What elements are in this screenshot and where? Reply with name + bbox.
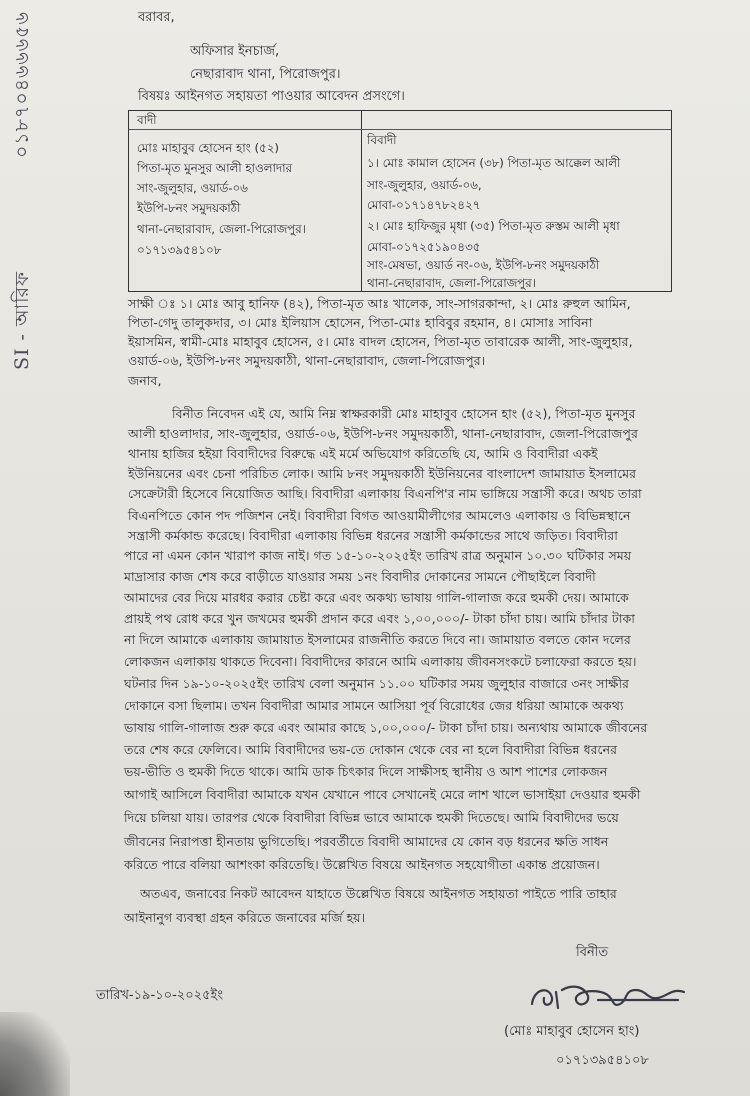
body-line: বিএনপিতে কোন পদ পজিশন নেই। বিবাদীরা বিগত আওয়ামীলীগের আমলেও এলাকায় ও বিভিন্নস্থানে xyxy=(128,508,631,523)
plaintiff-line: ইউপি-৮নং সমুদয়কাঠী xyxy=(137,201,241,215)
body-line: দোকানে বসা ছিলাম। তখন বিবাদীরা আমার সামনে আসিয়া পূর্ব বিরোধের জের ধরিয়া আমাকে অকথ্য xyxy=(124,698,624,713)
body-line: আমাদের বের দিয়ে মারধর করার চেষ্টা করে এবং অকথ্য ভাষায় গালি-গালাজ করে হুমকী দেয়। আমাকে xyxy=(124,590,629,605)
body-line: তরে শেষ করে ফেলিবে। আমি বিবাদীদের ভয়-তে দোকান থেকে বের না হলে বিবাদীরা বিভিন্ন ধরনের xyxy=(124,742,618,757)
addressee-station: নেছারাবাদ থানা, পিরোজপুর। xyxy=(190,67,341,82)
defendant-line: থানা-নেছারাবাদ, জেলা-পিরোজপুর। xyxy=(367,276,536,290)
signatory-name: (মোঃ মাহাবুব হোসেন হাং) xyxy=(504,1024,640,1039)
body-line: পারে না এমন কোন খারাপ কাজ নাই। গত ১৫-১০-২০২৫ইং তারিখ রাত্র অনুমান ১০.৩০ ঘটিকার সময় xyxy=(124,548,632,563)
signatory-phone: ০১৭১৩৯৫৪১০৮ xyxy=(556,1053,649,1068)
addressee-to: বরাবর, xyxy=(138,10,175,25)
yours-sincerely: বিনীত xyxy=(576,945,609,960)
closing-line: আইনানুগ ব্যবস্থা গ্রহন করিতে জনাবের মর্জি হয়। xyxy=(124,910,366,925)
margin-officer-label: SI - আরিফ xyxy=(11,271,33,370)
plaintiff-header: বাদী xyxy=(137,113,157,127)
witness-line: পিতা-গেদু তালুকদার, ৩। মোঃ ইলিয়াস হোসেন, পিতা-মোঃ হাবিবুর রহমান, ৪। মোসাঃ সাবিনা xyxy=(128,315,593,330)
salutation: জনাব, xyxy=(128,373,162,388)
parties-table xyxy=(128,110,672,292)
defendant-line: মোবা-০১৭১৪৭৮২৪২৭ xyxy=(367,198,481,212)
subject-line: বিষয়ঃ আইনগত সহায়তা পাওয়ার আবেদন প্রসংগে। xyxy=(138,89,405,104)
witness-line: ইয়াসমিন, স্বামী-মোঃ মাহাবুব হোসেন, ৫। মোঃ বাদল হোসেন, পিতা-মৃত তাবারেক আলী, সাং-জুলুহার, xyxy=(128,334,633,349)
body-line: আলী হাওলাদার, সাং-জুলুহার, ওয়ার্ড-০৬, ইউপি-৮নং সমুদয়কাঠী, থানা-নেছারাবাদ, জেলা-পিরোজপুর xyxy=(128,426,638,441)
margin-phone-number: ০১৮৭০৪৬৬৬৫৬ xyxy=(11,11,33,158)
body-line: আগাই আসিলে বিবাদীরা আমাকে যখন যেখানে পাবে সেখানেই মেরে লাশ খালে ভাসাইয়া দেওয়ার হুমকী xyxy=(124,787,641,802)
plaintiff-line: থানা-নেছারাবাদ, জেলা-পিরোজপুর। xyxy=(137,222,306,236)
body-line: থানায় হাজির হইয়া বিবাদীদের বিরুদ্ধে এই মর্মে অভিযোগ করিতেছি যে, আমি ও বিবাদীরা একই xyxy=(128,446,598,461)
body-line: ইউনিয়নের এবং চেনা পরিচিত লোক। আমি ৮নং সমুদয়কাঠী ইউনিয়নের বাংলাদেশ জামায়াত ইসলামের xyxy=(128,466,637,481)
defendant-line: ১। মোঃ কামাল হোসেন (৩৮) পিতা-মৃত আক্কেল আলী xyxy=(367,156,621,170)
body-line: প্রায়ই পথ রোধ করে খুন জখমের হুমকী প্রদান করে এবং ১,০০,০০০/- টাকা চাঁদা চায়। আমি চাঁদার টাকা xyxy=(124,611,635,626)
defendant-line: ২। মোঃ হাফিজুর মৃধা (৩৫) পিতা-মৃত রুস্তম আলী মৃধা xyxy=(367,219,620,233)
plaintiff-line: মোঃ মাহাবুব হোসেন হাং (৫২) xyxy=(137,141,279,155)
defendant-line: সাং-জুলুহার, ওয়ার্ড-০৬, xyxy=(367,178,482,192)
body-line: সন্ত্রাসী কর্মকান্ড করেছে। বিবাদীরা এলাকায় বিভিন্ন ধরনের সন্ত্রাসী কর্মকান্ডের সাথে জড়িত। বিবাদীরা xyxy=(128,528,618,543)
plaintiff-phone: ০১৭১৩৯৫৪১০৮ xyxy=(137,243,222,257)
body-line: ঘটনার দিন ১৯-১০-২০২৫ইং তারিখ বেলা অনুমান ১১.০০ ঘটিকার সময় জুলুহার বাজারে ৩নং সাক্ষীর xyxy=(124,676,629,691)
body-line: বিনীত নিবেদন এই যে, আমি নিম্ন স্বাক্ষরকারী মোঃ মাহাবুব হোসেন হাং (৫২), পিতা-মৃত মুনসুর xyxy=(172,406,636,421)
addressee-officer: অফিসার ইনচার্জ, xyxy=(190,44,280,59)
defendant-line: সাং-মেষভা, ওয়ার্ড নং-০৬, ইউপি-৮নং সমুদয়কাঠী xyxy=(367,258,600,272)
application-date: তারিখ-১৯-১০-২০২৫ইং xyxy=(96,988,223,1003)
witness-line: ওয়ার্ড-০৬, ইউপি-৮নং সমুদয়কাঠী, থানা-নেছারাবাদ, জেলা-পিরোজপুর। xyxy=(128,353,486,368)
body-line: সেক্রেটারী হিসেবে নিয়োজিত আছি। বিবাদীরা এলাকায় বিএনপি'র নাম ভাঙ্গিয়ে সন্ত্রাসী করে। অথচ তারা xyxy=(128,486,642,501)
body-line: করিতে পারে বলিয়া আশংকা করিতেছি। উল্লেখিত বিষয়ে আইনগত সহযোগীতা একান্ত প্রয়োজন। xyxy=(124,857,600,872)
margin-handwritten-note xyxy=(8,11,42,420)
plaintiff-line: পিতা-মৃত মুনসুর আলী হাওলাদার xyxy=(137,161,292,175)
witness-line: সাক্ষী ঃ ১। মোঃ আবু হানিফ (৪২), পিতা-মৃত আঃ খালেক, সাং-সাগরকান্দা, ২। মোঃ রুহুল আমিন, xyxy=(128,296,631,311)
body-line: লোকজন এলাকায় থাকতে দিবেনা। বিবাদীদের কারনে আমি এলাকায় জীবনসংকটে চলাফেরা করতে হয়। xyxy=(124,654,637,669)
defendant-header: বিবাদী xyxy=(367,133,397,147)
body-line: জীবনের নিরাপত্তা হীনতায় ভুগিতেছি। পরবর্তীতে বিবাদী আমাদের যে কোন বড় ধরনের ক্ষতি সাধন xyxy=(124,834,609,849)
defendant-line: মোবা-০১৭২৫১৯০৪৩৫ xyxy=(367,240,481,254)
body-line: ভাষায় গালি-গালাজ শুরু করে এবং আমার কাছে ১,০০,০০০/- টাকা চাঁদা চায়। অন্যথায় আমাকে জীবনের xyxy=(124,720,648,735)
body-line: না দিলে আমাকে এলাকায় জামায়াত ইসলামের রাজনীতি করতে দিবে না। জামায়াত বলতে কোন দলের xyxy=(124,632,631,647)
body-line: মাদ্রাসার কাজ শেষ করে বাড়ীতে যাওয়ার সময় ১নং বিবাদীর দোকানের সামনে পৌছাইলে বিবাদী xyxy=(124,569,596,584)
photo-shadow xyxy=(0,1012,70,1096)
closing-line: অতএব, জনাবের নিকট আবেদন যাহাতে উল্লেখিত বিষয়ে আইনগত সহায়তা পাইতে পারি তাহার xyxy=(140,886,617,901)
handwritten-signature xyxy=(528,978,698,1018)
plaintiff-line: সাং-জুলুহার, ওয়ার্ড-০৬ xyxy=(137,181,248,195)
body-line: দিয়ে চলিয়া যায়। তারপর থেকে বিবাদীরা বিভিন্ন ভাবে আমাকে হুমকী দিতেছে। আমি বিবাদীদের ভয়ে xyxy=(124,810,619,825)
body-line: ভয়-ভীতি ও হুমকী দিতে থাকে। আমি ডাক চিৎকার দিলে সাক্ষীসহ স্থানীয় ও আশ পাশের লোকজন xyxy=(124,764,608,779)
